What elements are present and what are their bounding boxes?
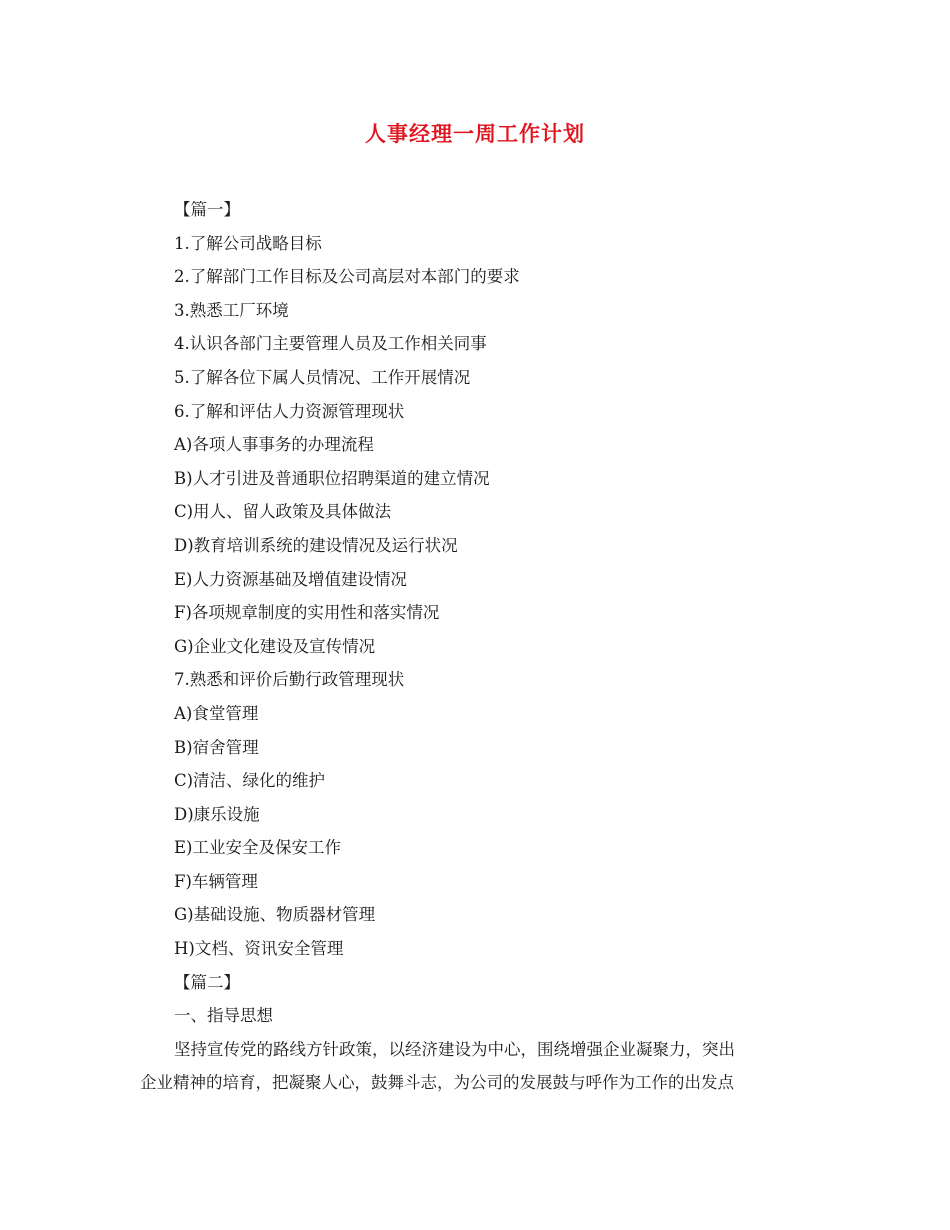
- document-title: 人事经理一周工作计划: [365, 121, 585, 146]
- sub-list-item: H)文档、资讯安全管理: [174, 939, 344, 959]
- sub-list-item: E)人力资源基础及增值建设情况: [174, 569, 407, 589]
- sub-list-item: B)宿舍管理: [174, 737, 259, 757]
- body-paragraph: [140, 1033, 820, 1100]
- list-item: 4.认识各部门主要管理人员及工作相关同事: [174, 334, 487, 354]
- sub-list-item: D)教育培训系统的建设情况及运行状况: [174, 535, 458, 555]
- sub-list-item: B)人才引进及普通职位招聘渠道的建立情况: [174, 468, 490, 488]
- list-item: 1.了解公司战略目标: [174, 233, 322, 253]
- sub-list-item: G)基础设施、物质器材管理: [174, 905, 376, 925]
- sub-list-item: F)各项规章制度的实用性和落实情况: [174, 603, 440, 623]
- subsection-heading: 一、指导思想: [174, 1006, 273, 1026]
- sub-list-item: E)工业安全及保安工作: [174, 838, 341, 858]
- list-item: 6.了解和评估人力资源管理现状: [174, 401, 405, 421]
- paragraph-line: 企业精神的培育，把凝聚人心，鼓舞斗志，为公司的发展鼓与呼作为工作的出发点: [140, 1073, 734, 1093]
- sub-list-item: C)清洁、绿化的维护: [174, 771, 326, 791]
- sub-list-item: D)康乐设施: [174, 804, 260, 824]
- list-item: 5.了解各位下属人员情况、工作开展情况: [174, 367, 471, 387]
- section-heading-part-two: 【篇二】: [174, 972, 240, 992]
- list-item: 7.熟悉和评价后勤行政管理现状: [174, 670, 405, 690]
- sub-list-item: G)企业文化建设及宣传情况: [174, 636, 376, 656]
- paragraph-line: 坚持宣传党的路线方针政策，以经济建设为中心，围绕增强企业凝聚力，突出: [174, 1039, 735, 1059]
- section-heading-part-one: 【篇一】: [174, 200, 240, 219]
- sub-list-item: C)用人、留人政策及具体做法: [174, 502, 392, 522]
- sub-list-item: A)食堂管理: [174, 703, 259, 723]
- sub-list-item: F)车辆管理: [174, 871, 258, 891]
- document-body: [140, 193, 820, 1100]
- list-item: 3.熟悉工厂环境: [174, 300, 289, 320]
- list-item: 2.了解部门工作目标及公司高层对本部门的要求: [174, 267, 520, 287]
- sub-list-item: A)各项人事事务的办理流程: [174, 435, 374, 455]
